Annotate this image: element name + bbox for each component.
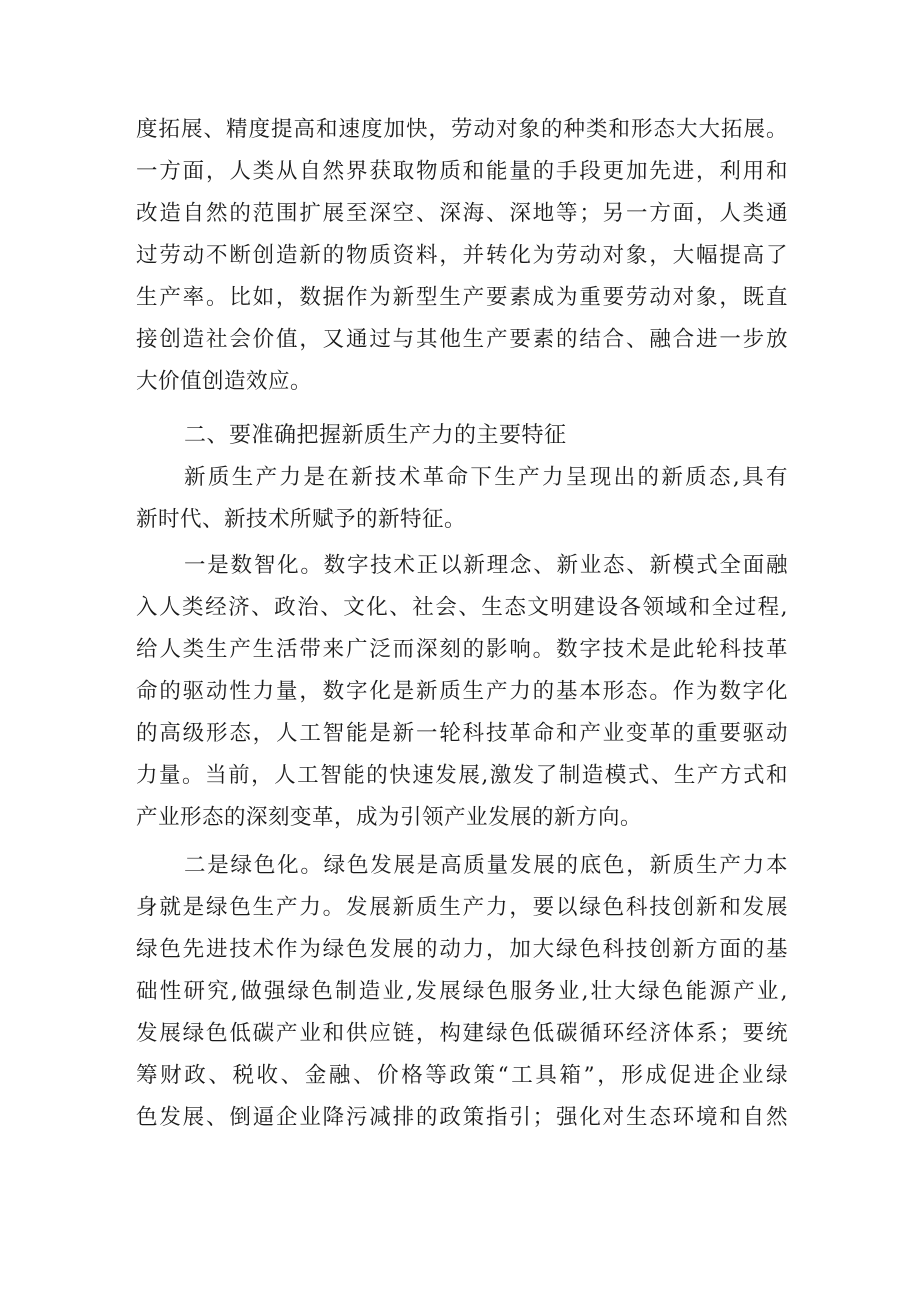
text-line: 二是绿色化。绿色发展是高质量发展的底色，新质生产力本 xyxy=(184,853,788,878)
text-line: 筹财政、税收、金融、价格等政策“工具箱”，形成促进企业绿 xyxy=(136,1063,788,1088)
text-line: 一是数智化。数字技术正以新理念、新业态、新模式全面融 xyxy=(184,553,788,578)
text-line: 新时代、新技术所赋予的新特征。 xyxy=(136,507,467,532)
text-line: 度拓展、精度提高和速度加快，劳动对象的种类和形态大大拓展。 xyxy=(136,117,788,142)
text-line: 新质生产力是在新技术革命下生产力呈现出的新质态,具有 xyxy=(184,465,788,490)
text-line: 的高级形态，人工智能是新一轮科技革命和产业变革的重要驱动 xyxy=(136,721,788,746)
text-line: 给人类生产生活带来广泛而深刻的影响。数字技术是此轮科技革 xyxy=(136,637,788,662)
text-line: 接创造社会价值，又通过与其他生产要素的结合、融合进一步放 xyxy=(136,327,788,352)
text-line: 础性研究,做强绿色制造业,发展绿色服务业,壮大绿色能源产业, xyxy=(136,979,788,1004)
text-line: 身就是绿色生产力。发展新质生产力，要以绿色科技创新和发展 xyxy=(136,895,788,920)
text-line: 过劳动不断创造新的物质资料，并转化为劳动对象，大幅提高了 xyxy=(136,243,788,268)
text-line: 入人类经济、政治、文化、社会、生态文明建设各领域和全过程, xyxy=(136,595,788,620)
text-line: 发展绿色低碳产业和供应链，构建绿色低碳循环经济体系；要统 xyxy=(136,1021,788,1046)
text-line: 生产率。比如，数据作为新型生产要素成为重要劳动对象，既直 xyxy=(136,285,788,310)
text-line: 一方面，人类从自然界获取物质和能量的手段更加先进，利用和 xyxy=(136,159,788,184)
text-line: 产业形态的深刻变革，成为引领产业发展的新方向。 xyxy=(136,805,643,830)
text-line: 改造自然的范围扩展至深空、深海、深地等；另一方面，人类通 xyxy=(136,201,788,226)
text-line: 力量。当前，人工智能的快速发展,激发了制造模式、生产方式和 xyxy=(136,763,788,788)
text-line: 绿色先进技术作为绿色发展的动力，加大绿色科技创新方面的基 xyxy=(136,937,788,962)
text-line: 色发展、倒逼企业降污减排的政策指引；强化对生态环境和自然 xyxy=(136,1105,788,1130)
text-line: 大价值创造效应。 xyxy=(136,369,313,394)
section-heading: 二、要准确把握新质生产力的主要特征 xyxy=(184,423,567,448)
text-line: 命的驱动性力量，数字化是新质生产力的基本形态。作为数字化 xyxy=(136,679,788,704)
